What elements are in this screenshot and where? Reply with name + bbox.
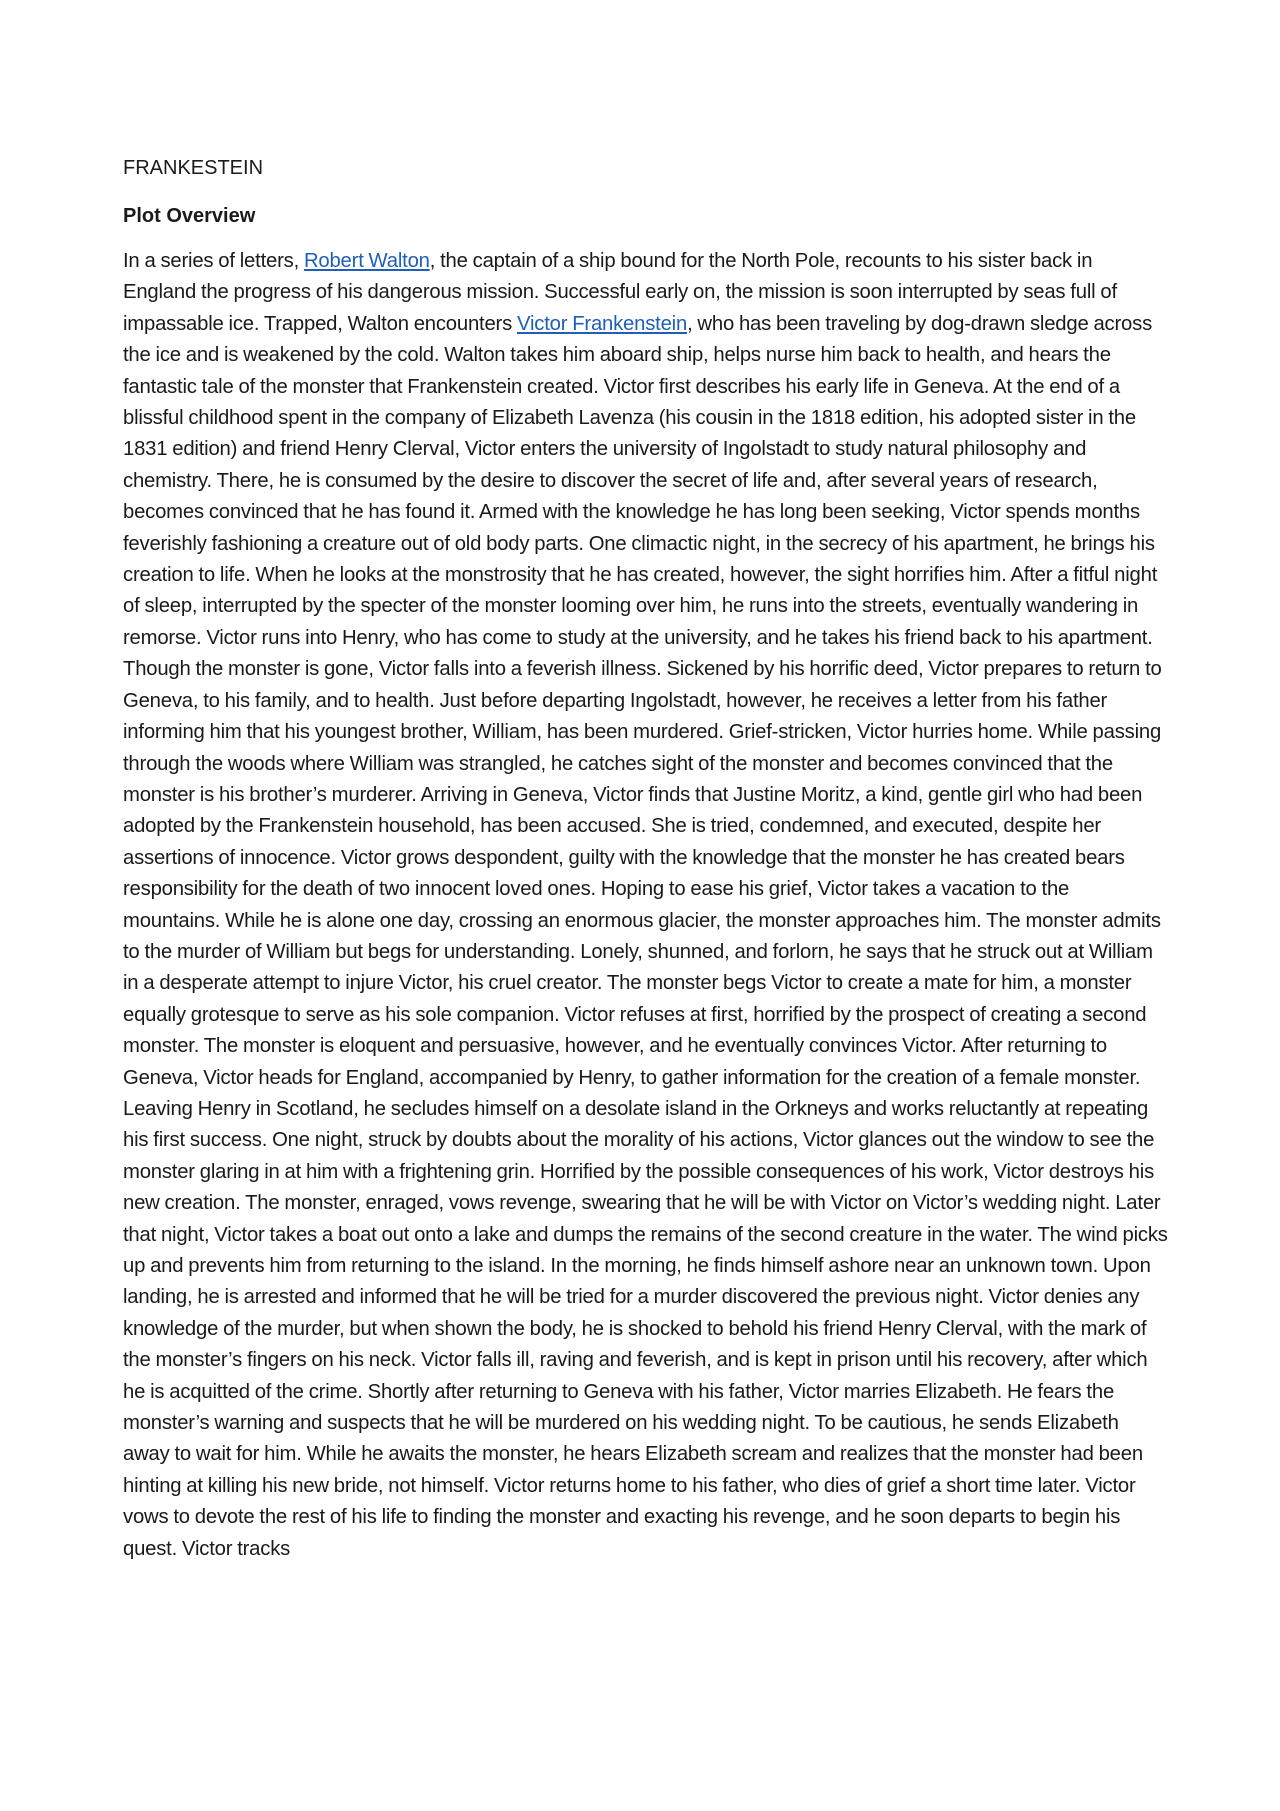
victor-frankenstein-link[interactable]: Victor Frankenstein [517, 312, 688, 335]
document-title: FRANKESTEIN [123, 157, 264, 179]
paragraph-text-3: , who has been traveling by dog-drawn sledge across the ice and is weakened by the cold. Walton takes him aboard ship, helps nurse him back to health, and hears the fantastic tale of the monster that Frankenstein created. Victor first describes his early life in Geneva. At the end of a blissful childhood spent in the company of Elizabeth Lavenza (his cousin in the 1818 edition, his adopted sister in the 1831 edition) and friend Henry Clerval, Victor enters the university of Ingolstadt to study natural philosophy and chemistry. There, he is consumed by the desire to discover the secret of life and, after several years of research, becomes convinced that he has found it. Armed with the knowledge he has long been seeking, Victor spends months feverishly fashioning a creature out of old body parts. One climactic night, in the secrecy of his apartment, he brings his creation to life. When he looks at the monstrosity that he has created, however, the sight horrifies him. After a fitful night of sleep, interrupted by the specter of the monster looming over him, he runs into the streets, eventually wandering in remorse. Victor runs into Henry, who has come to study at the university, and he takes his friend back to his apartment. Though the monster is gone, Victor falls into a feverish illness. Sickened by his horrific deed, Victor prepares to return to Geneva, to his family, and to health. Just before departing Ingolstadt, however, he receives a letter from his father informing him that his youngest brother, William, has been murdered. Grief-stricken, Victor hurries home. While passing through the woods where William was strangled, he catches sight of the monster and becomes convinced that the monster is his brother’s murderer. Arriving in Geneva, Victor finds that Justine Moritz, a kind, gentle girl who had been adopted by the Frankenstein household, has been accused. She is tried, condemned, and executed, despite her assertions of innocence. Victor grows despondent, guilty with the knowledge that the monster he has created bears responsibility for the death of two innocent loved ones. Hoping to ease his grief, Victor takes a vacation to the mountains. While he is alone one day, crossing an enormous glacier, the monster approaches him. The monster admits to the murder of William but begs for understanding. Lonely, shunned, and forlorn, he says that he struck out at William in a desperate attempt to injure Victor, his cruel creator. The monster begs Victor to create a mate for him, a monster equally grotesque to serve as his sole companion. Victor refuses at first, horrified by the prospect of creating a second monster. The monster is eloquent and persuasive, however, and he eventually convinces Victor. After returning to Geneva, Victor heads for England, accompanied by Henry, to gather information for the creation of a female monster. Leaving Henry in Scotland, he secludes himself on a desolate island in the Orkneys and works reluctantly at repeating his first success. One night, struck by doubts about the morality of his actions, Victor glances out the window to see the monster glaring in at him with a frightening grin. Horrified by the possible consequences of his work, Victor destroys his new creation. The monster, enraged, vows revenge, swearing that he will be with Victor on Victor’s wedding night. Later that night, Victor takes a boat out onto a lake and dumps the remains of the second creature in the water. The wind picks up and prevents him from returning to the island. In the morning, he finds himself ashore near an unknown town. Upon landing, he is arrested and informed that he will be tried for a murder discovered the previous night. Victor denies any knowledge of the murder, but when shown the body, he is shocked to behold his friend Henry Clerval, with the mark of the monster’s fingers on his neck. Victor falls ill, raving and feverish, and is kept in prison until his recovery, after which he is acquitted of the crime. Shortly after returning to Geneva with his father, Victor marries Elizabeth. He fears the monster’s warning and suspects that he will be murdered on his wedding night. To be cautious, he sends Elizabeth away to wait for him. While he awaits the monster, he hears Elizabeth scream and realizes that the monster had been hinting at killing his new bride, not himself. Victor returns home to his father, who dies of grief a short time later. Victor vows to devote the rest of his life to finding the monster and exacting his revenge, and he soon departs to begin his quest. Victor tracks [123, 312, 1168, 1560]
paragraph-intro-text: In a series of letters, [123, 250, 304, 272]
section-heading: Plot Overview [123, 205, 256, 227]
document-page [123, 150, 1168, 1565]
paragraph-text-2: , the captain of a ship bound for the North Pole, recounts to his sister back in England the progress of his dangerous mission. Successful early on, the mission is soon interrupted by seas full of impassable ice. Trapped, Walton encounters [123, 250, 1117, 335]
plot-paragraph [123, 246, 1168, 1565]
robert-walton-link[interactable]: Robert Walton [303, 250, 430, 272]
